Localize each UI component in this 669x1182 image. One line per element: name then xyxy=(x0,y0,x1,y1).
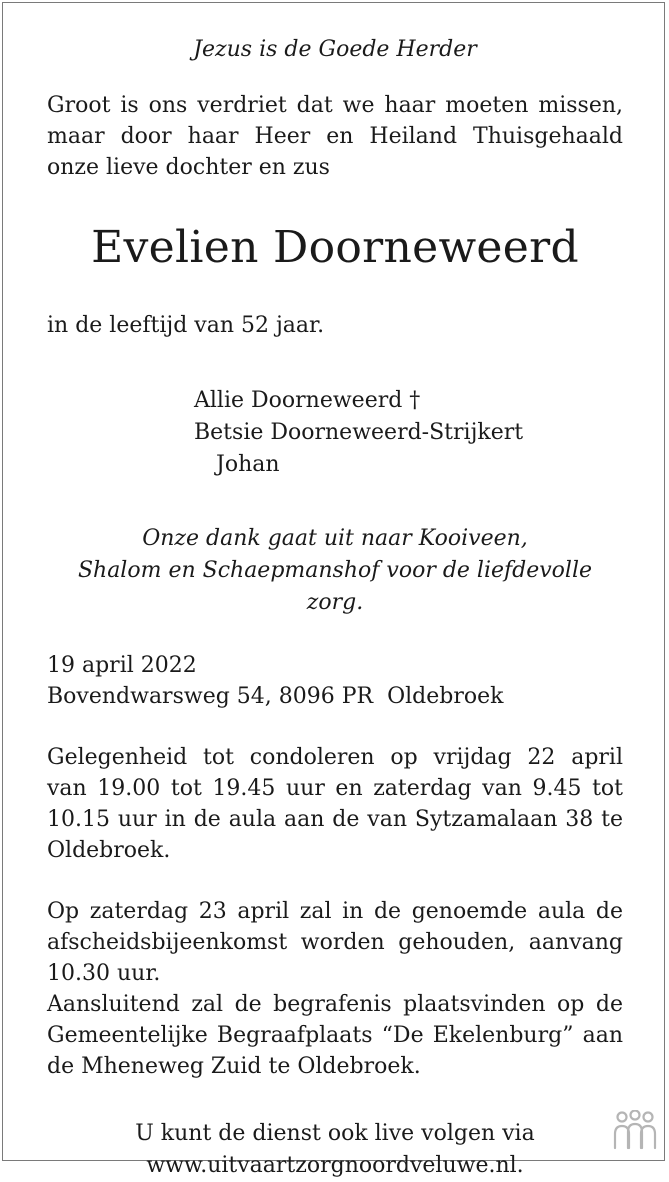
livestream-url[interactable]: www.uitvaartzorgnoordveluwe.nl. xyxy=(146,1153,524,1178)
farewell-line-4: Aansluitend zal de begrafenis plaatsvinden op de xyxy=(47,992,623,1017)
farewell-text xyxy=(47,896,623,1082)
intro-line-2: maar door haar Heer en Heiland Thuisgehaald xyxy=(47,124,623,149)
thanks-line-1: Onze dank gaat uit naar Kooiveen, xyxy=(142,526,528,551)
thanks-text xyxy=(47,523,623,619)
date-line: 19 april 2022 xyxy=(47,653,197,678)
farewell-line-2: afscheidsbijeenkomst worden gehouden, aanvang xyxy=(47,930,623,955)
livestream-text xyxy=(47,1118,623,1182)
farewell-line-1: Op zaterdag 23 april zal in de genoemde aula de xyxy=(47,899,623,924)
date-address xyxy=(47,650,623,712)
family-list xyxy=(194,385,623,481)
intro-line-1: Groot is ons verdriet dat we haar moeten missen, xyxy=(47,93,623,118)
condolence-line-1: Gelegenheid tot condoleren op vrijdag 22 april xyxy=(47,745,623,770)
announcement-content xyxy=(47,34,623,1182)
age-line: in de leeftijd van 52 jaar. xyxy=(47,313,325,338)
deceased-name: Evelien Doorneweerd xyxy=(91,222,579,273)
farewell-line-5: Gemeentelijke Begraafplaats “De Ekelenburg” aan xyxy=(47,1023,623,1048)
intro-line-3: onze lieve dochter en zus xyxy=(47,155,330,180)
family-mother: Betsie Doorneweerd-Strijkert xyxy=(194,420,524,445)
address-line: Bovendwarsweg 54, 8096 PR Oldebroek xyxy=(47,684,504,709)
condolence-line-3: 10.15 uur in de aula aan de van Sytzamalaan 38 te xyxy=(47,807,623,832)
condolence-line-2: van 19.00 tot 19.45 uur en zaterdag van 9.45 tot xyxy=(47,776,623,801)
farewell-line-6: de Mheneweg Zuid te Oldebroek. xyxy=(47,1054,421,1079)
intro-text xyxy=(47,90,623,183)
motto: Jezus is de Goede Herder xyxy=(193,37,477,62)
people-group-icon xyxy=(611,1110,659,1152)
livestream-line-1: U kunt de dienst ook live volgen via xyxy=(135,1121,535,1146)
condolence-text xyxy=(47,742,623,866)
thanks-line-2: Shalom en Schaepmanshof voor de liefdevolle zorg. xyxy=(77,558,593,615)
farewell-line-3: 10.30 uur. xyxy=(47,961,161,986)
family-sibling: Johan xyxy=(216,452,280,477)
condolence-line-4: Oldebroek. xyxy=(47,838,171,863)
family-father: Allie Doorneweerd † xyxy=(194,388,421,413)
